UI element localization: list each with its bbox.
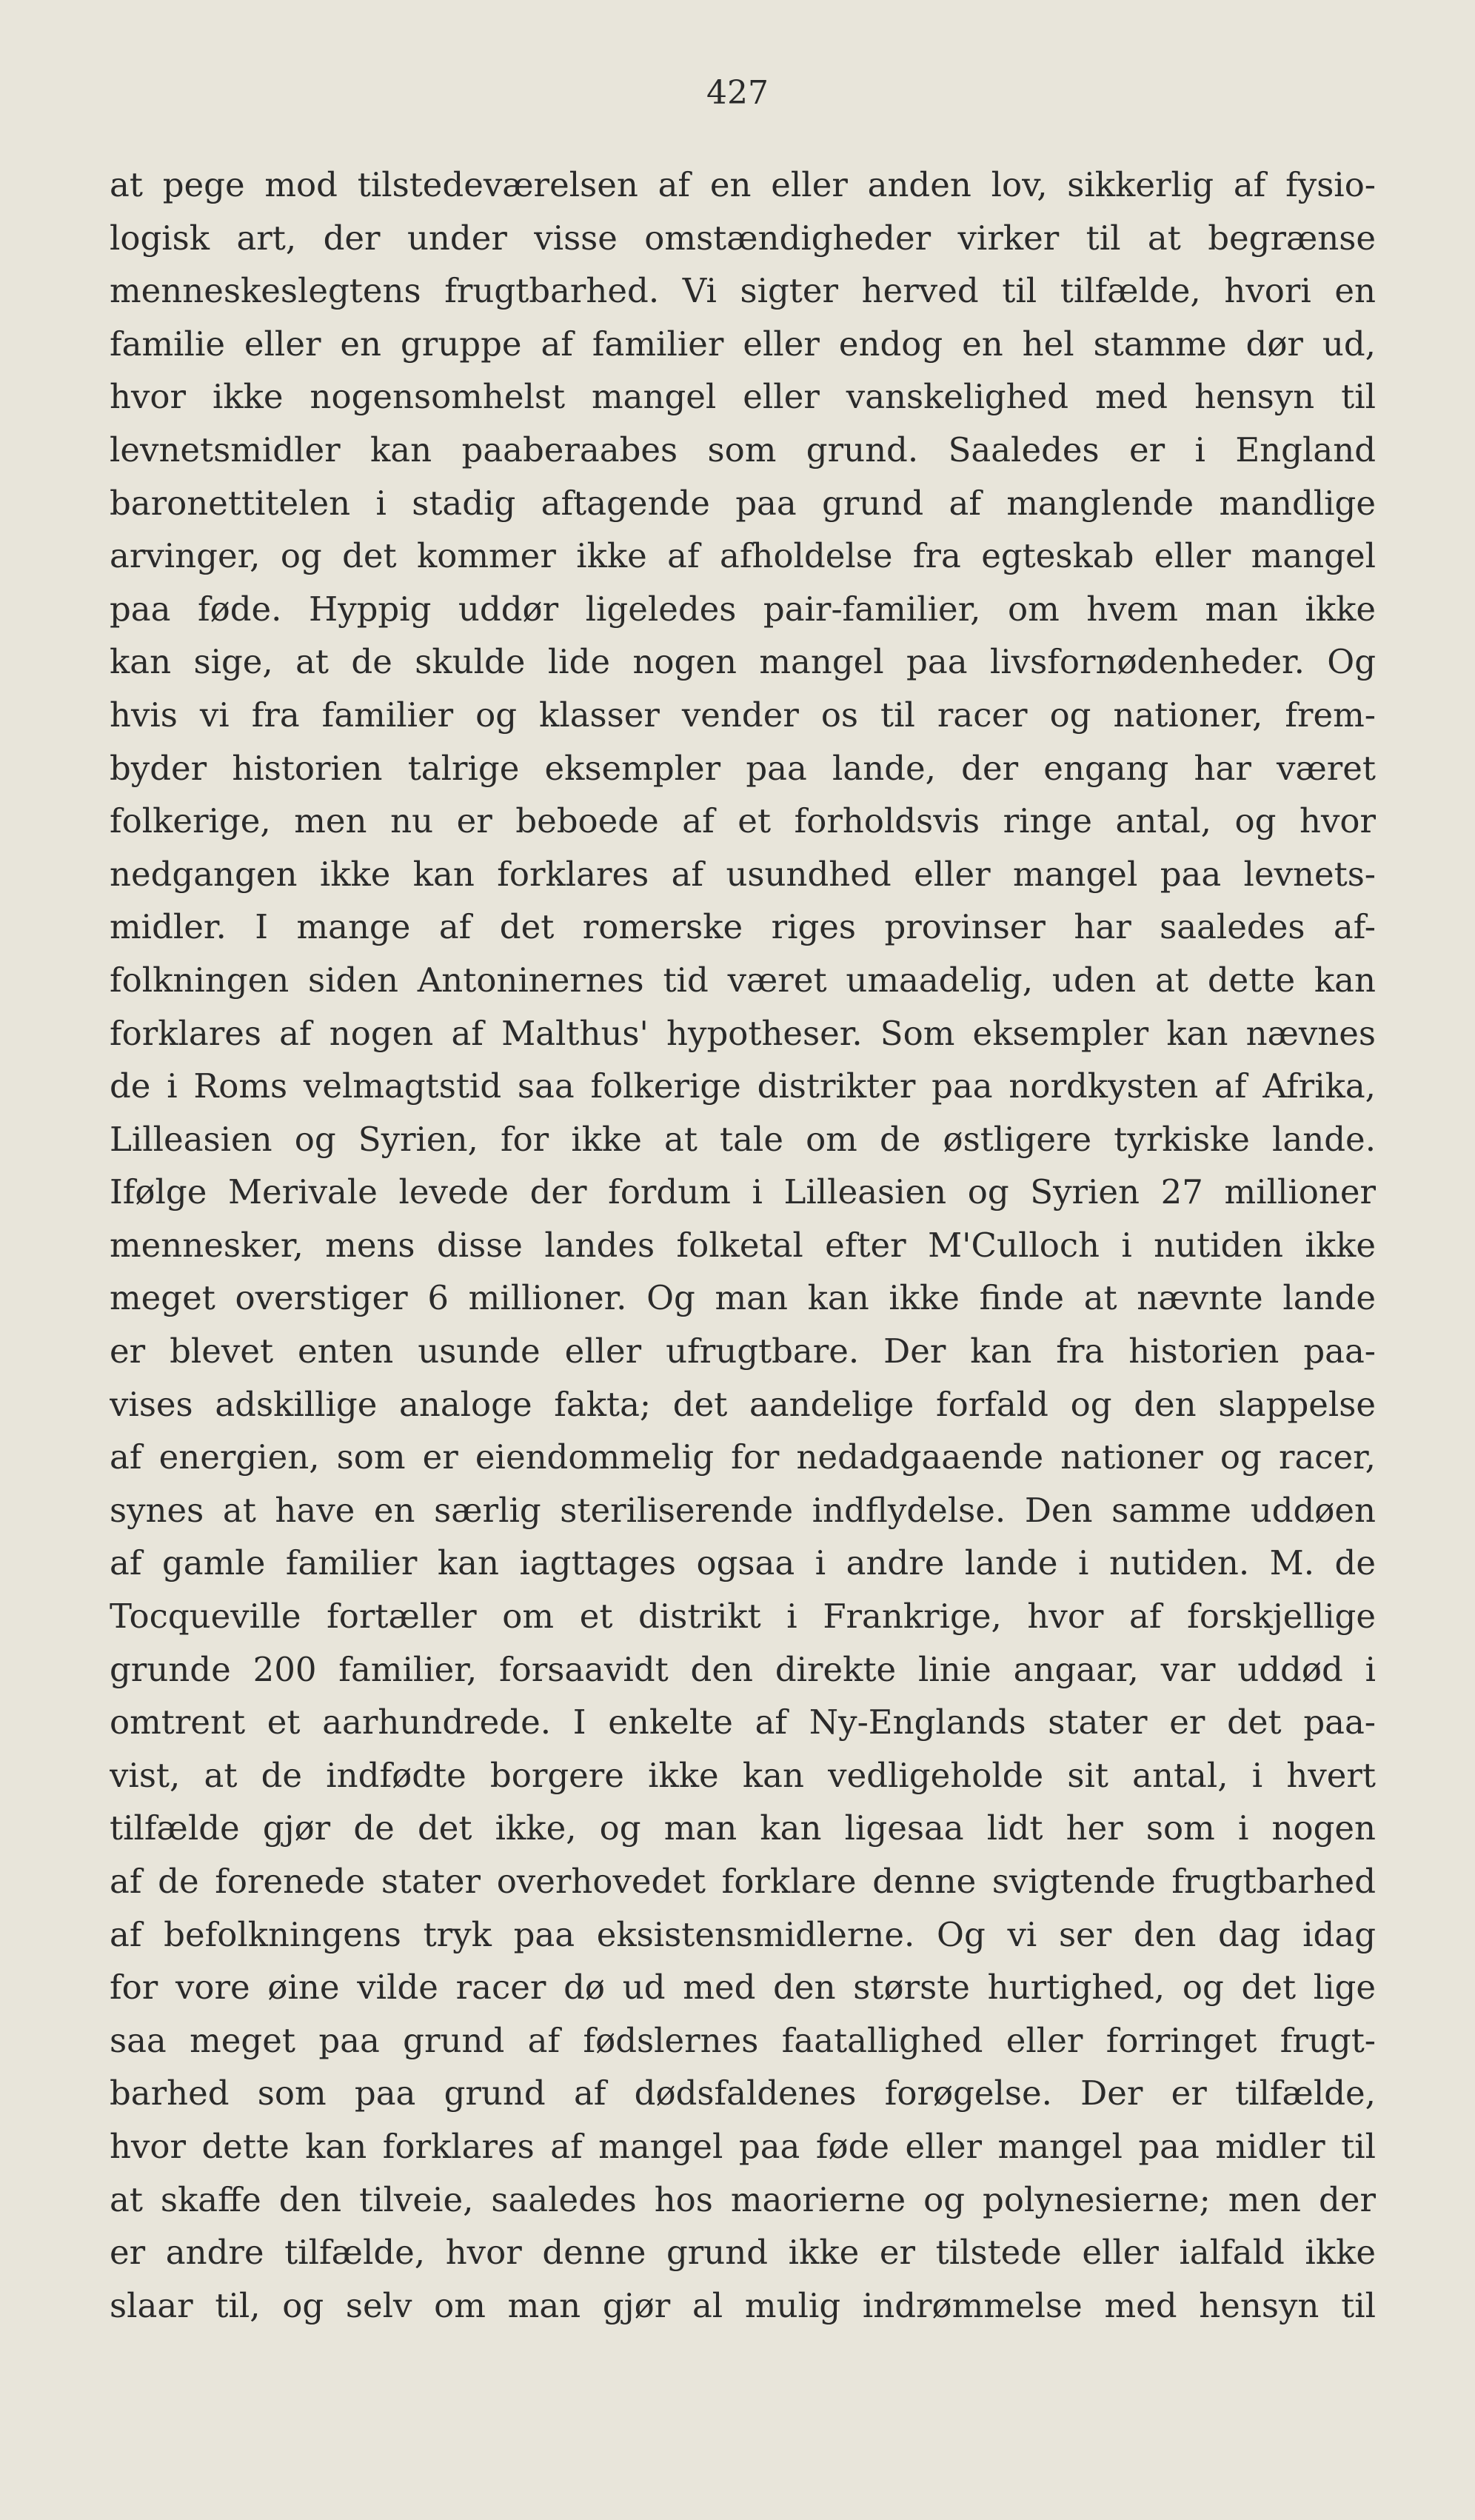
text-line: meget overstiger 6 millioner. Og man kan ikke finde at nævnte lande <box>110 1278 1376 1318</box>
text-line: af de forenede stater overhovedet forklare denne svigtende frugtbarhed <box>110 1862 1376 1901</box>
text-line: vises adskillige analoge fakta; det aandelige forfald og den slappelse <box>110 1384 1376 1424</box>
text-line: omtrent et aarhundrede. I enkelte af Ny-Englands stater er det paa- <box>110 1702 1376 1742</box>
text-line: vist, at de indfødte borgere ikke kan vedligeholde sit antal, i hvert <box>110 1755 1376 1795</box>
text-line: logisk art, der under visse omstændigheder virker til at begrænse <box>110 218 1376 258</box>
text-line: mennesker, mens disse landes folketal efter M'Culloch i nutiden ikke <box>110 1225 1376 1265</box>
text-line: arvinger, og det kommer ikke af afholdelse fra egteskab eller mangel <box>110 536 1376 576</box>
text-line: barhed som paa grund af dødsfaldenes forøgelse. Der er tilfælde, <box>110 2073 1376 2113</box>
text-line: levnetsmidler kan paaberaabes som grund. Saaledes er i England <box>110 430 1376 469</box>
text-line: tilfælde gjør de det ikke, og man kan ligesaa lidt her som i nogen <box>110 1808 1376 1848</box>
text-line: kan sige, at de skulde lide nogen mangel paa livsfornødenheder. Og <box>110 642 1376 682</box>
text-line: nedgangen ikke kan forklares af usundhed eller mangel paa levnets- <box>110 854 1376 894</box>
text-line: folkningen siden Antoninernes tid været umaadelig, uden at dette kan <box>110 960 1376 1000</box>
text-line: Tocqueville fortæller om et distrikt i Frankrige, hvor af forskjellige <box>110 1597 1376 1637</box>
body-text <box>110 158 1376 2332</box>
text-line: Lilleasien og Syrien, for ikke at tale om de østligere tyrkiske lande. <box>110 1119 1376 1159</box>
text-line: Ifølge Merivale levede der fordum i Lilleasien og Syrien 27 millioner <box>110 1172 1376 1212</box>
text-line: hvis vi fra familier og klasser vender os til racer og nationer, frem- <box>110 695 1376 735</box>
text-line: synes at have en særlig steriliserende indflydelse. Den samme uddøen <box>110 1490 1376 1530</box>
text-line: hvor dette kan forklares af mangel paa føde eller mangel paa midler til <box>110 2126 1376 2166</box>
text-line: er blevet enten usunde eller ufrugtbare. Der kan fra historien paa- <box>110 1331 1376 1371</box>
text-line: af energien, som er eiendommelig for nedadgaaende nationer og racer, <box>110 1437 1376 1477</box>
text-line: menneskeslegtens frugtbarhed. Vi sigter herved til tilfælde, hvori en <box>110 271 1376 311</box>
text-line: af befolkningens tryk paa eksistensmidlerne. Og vi ser den dag idag <box>110 1914 1376 1954</box>
text-line: familie eller en gruppe af familier eller endog en hel stamme dør ud, <box>110 324 1376 364</box>
text-line: forklares af nogen af Malthus' hypotheser. Som eksempler kan nævnes <box>110 1013 1376 1053</box>
text-line: baronettitelen i stadig aftagende paa grund af manglende mandlige <box>110 483 1376 523</box>
text-line: er andre tilfælde, hvor denne grund ikke er tilstede eller ialfald ikke <box>110 2233 1376 2273</box>
text-line: paa føde. Hyppig uddør ligeledes pair-familier, om hvem man ikke <box>110 589 1376 629</box>
page-number: 427 <box>706 74 769 112</box>
text-line: byder historien talrige eksempler paa lande, der engang har været <box>110 748 1376 788</box>
text-line: at pege mod tilstedeværelsen af en eller anden lov, sikkerlig af fysio- <box>110 165 1376 204</box>
text-line: de i Roms velmagtstid saa folkerige distrikter paa nordkysten af Afrika, <box>110 1066 1376 1106</box>
text-line: at skaffe den tilveie, saaledes hos maorierne og polynesierne; men der <box>110 2179 1376 2219</box>
text-line: grunde 200 familier, forsaavidt den direkte linie angaar, var uddød i <box>110 1649 1376 1689</box>
text-line: hvor ikke nogensomhelst mangel eller vanskelighed med hensyn til <box>110 377 1376 417</box>
text-line: midler. I mange af det romerske riges provinser har saaledes af- <box>110 907 1376 947</box>
text-line: saa meget paa grund af fødslernes faatallighed eller forringet frugt- <box>110 2020 1376 2060</box>
text-line: for vore øine vilde racer dø ud med den største hurtighed, og det lige <box>110 1968 1376 2008</box>
text-line: af gamle familier kan iagttages ogsaa i andre lande i nutiden. M. de <box>110 1543 1376 1583</box>
text-line: slaar til, og selv om man gjør al mulig indrømmelse med hensyn til <box>110 2285 1376 2325</box>
text-line: folkerige, men nu er beboede af et forholdsvis ringe antal, og hvor <box>110 801 1376 841</box>
